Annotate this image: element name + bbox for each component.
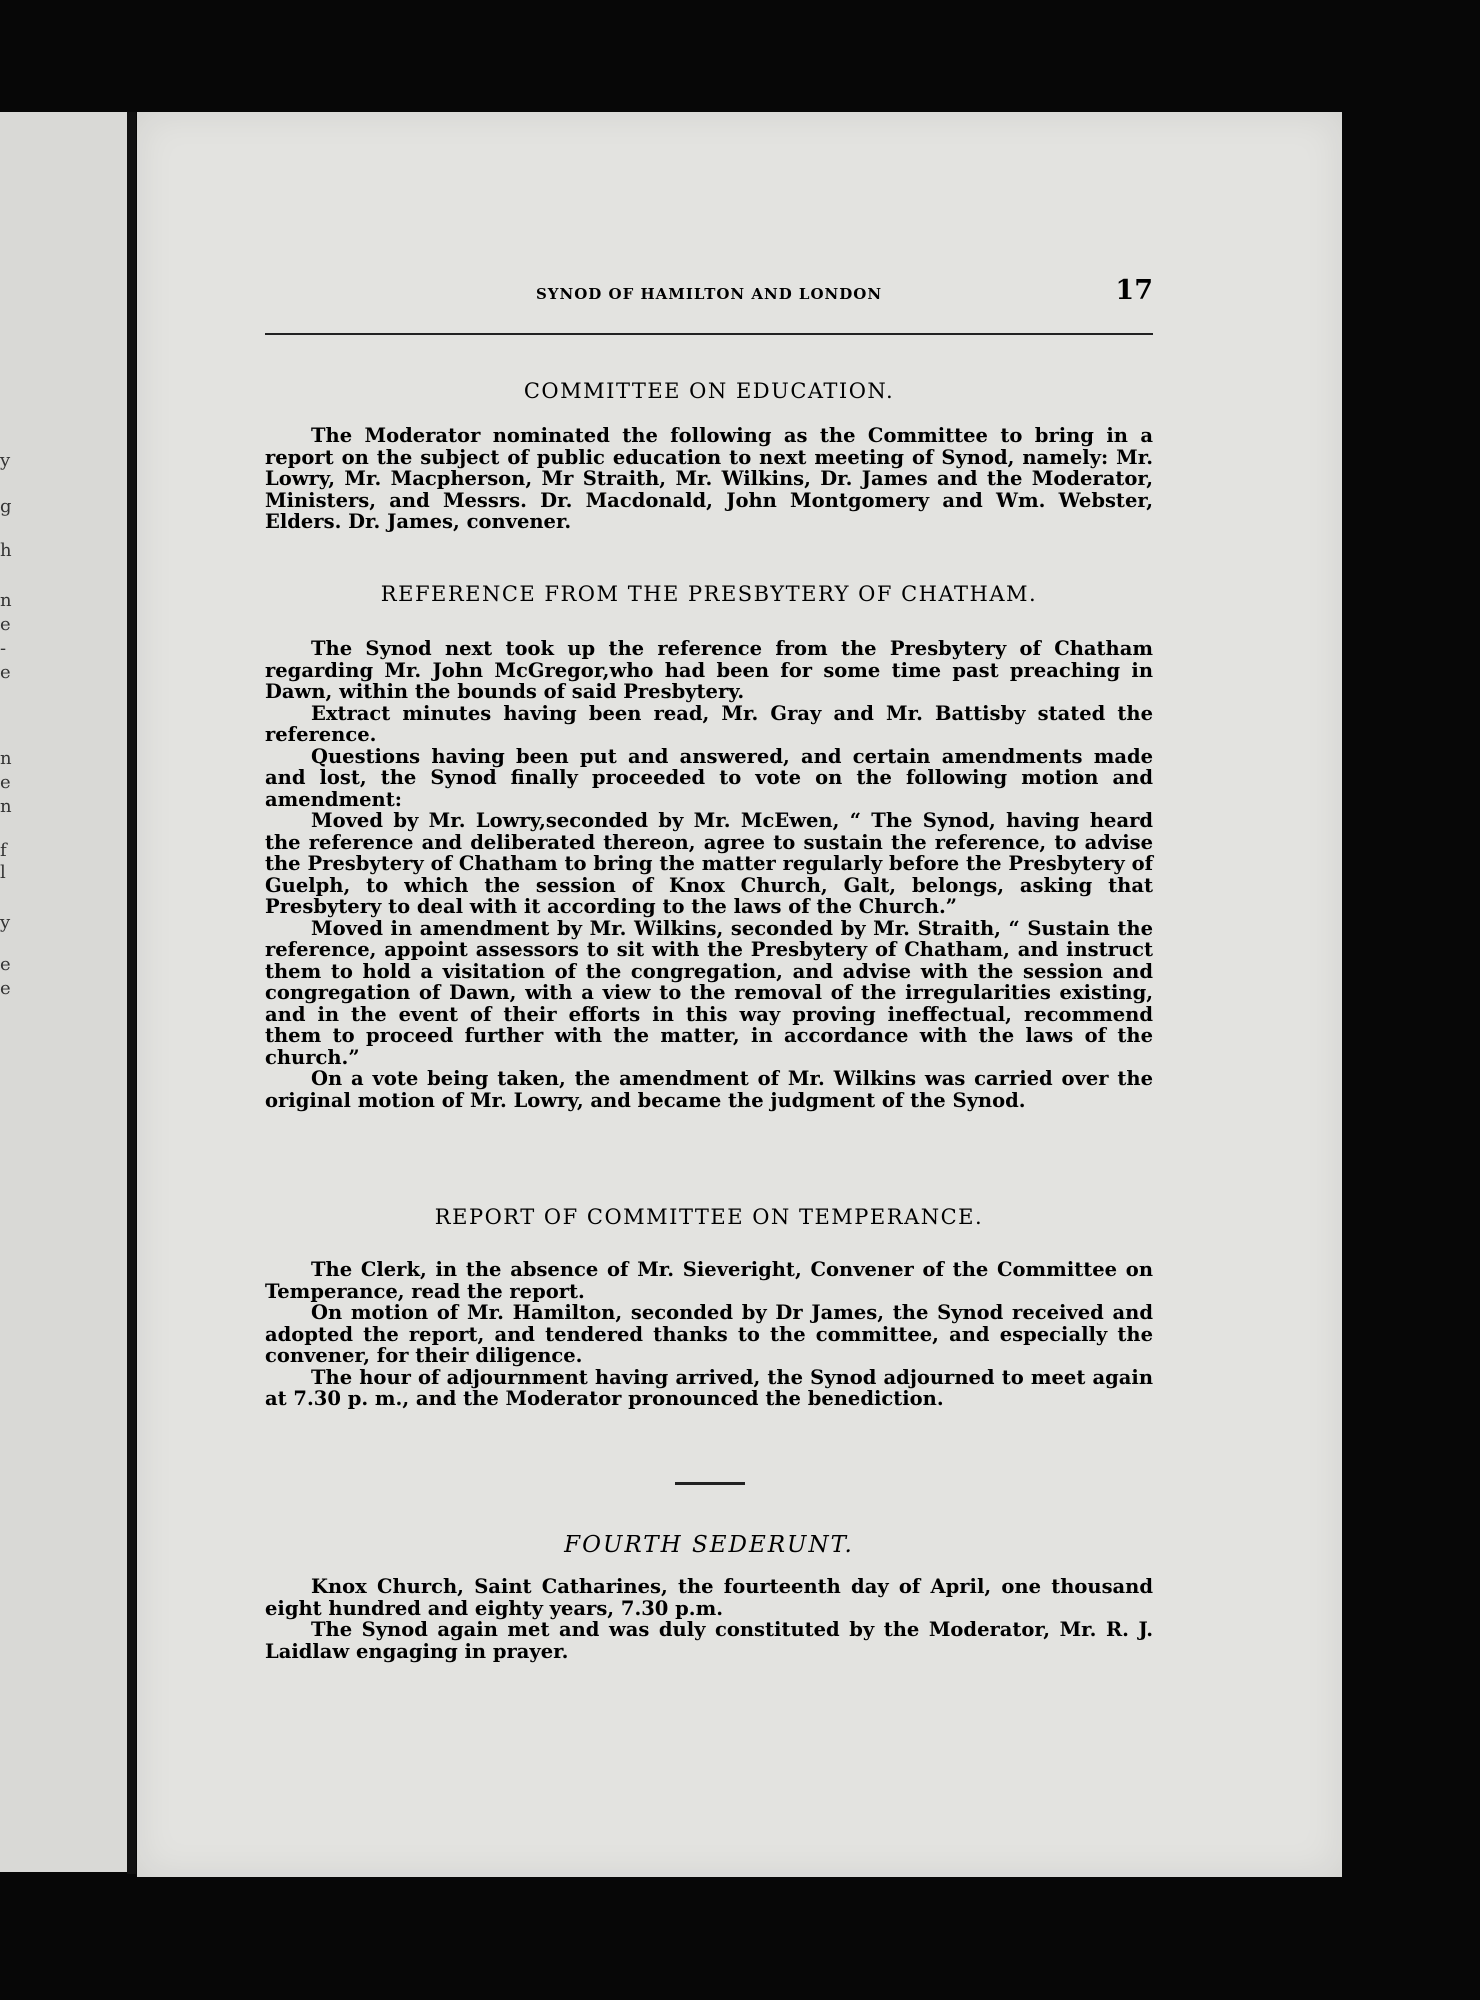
- page-number: 17: [1115, 275, 1153, 306]
- book-binding-gutter: [127, 112, 136, 1874]
- section-committee-on-education: [265, 379, 1153, 533]
- paragraph: Questions having been put and answered, and certain amendments made and lost, the Synod finally proceeded to vote on the following motion and amendment:: [265, 744, 1153, 811]
- section-heading: FOURTH SEDERUNT.: [564, 1532, 854, 1558]
- left-page-fragment: n: [0, 590, 12, 611]
- paragraph: The Synod again met and was duly constituted by the Moderator, Mr. R. J. Laidlaw engaging in prayer.: [265, 1618, 1153, 1663]
- section-temperance-report: [265, 1205, 1153, 1410]
- section-heading: COMMITTEE ON EDUCATION.: [523, 379, 895, 403]
- running-title: SYNOD OF HAMILTON AND LONDON: [535, 285, 883, 303]
- paragraph: The Synod next took up the reference from the Presbytery of Chatham regarding Mr. John McGregor,who had been for some time past preaching in Dawn, within the bounds of said Presbytery.: [265, 637, 1153, 703]
- left-page-fragment: y: [0, 450, 11, 471]
- paragraph: On a vote being taken, the amendment of Mr. Wilkins was carried over the original motion of Mr. Lowry, and became the judgment of the Synod.: [265, 1067, 1153, 1112]
- left-page-fragment: e: [0, 614, 11, 635]
- left-page-fragment: f: [0, 840, 7, 861]
- section-divider: [675, 1482, 745, 1485]
- left-page-fragment: l: [0, 862, 6, 883]
- left-page-fragment: -: [0, 638, 7, 659]
- left-page-fragment: e: [0, 954, 11, 975]
- paragraph: The Clerk, in the absence of Mr. Sieveright, Convener of the Committee on Temperance, read the report.: [265, 1258, 1153, 1303]
- left-page-fragment: e: [0, 978, 11, 999]
- paragraph: Moved in amendment by Mr. Wilkins, seconded by Mr. Straith, “ Sustain the reference, appoint assessors to sit with the Presbytery of Chatham, and instruct them to hold a visitation of the congregation, and advise with the session and congregation of Dawn, with a view to the removal of the irregularities existing, and in the event of their efforts in this way proving ineffectual, recommend them to proceed further with the matter, in accordance with the laws of the church.”: [265, 916, 1153, 1069]
- left-page-fragment: y: [0, 912, 11, 933]
- left-page-fragment: h: [0, 540, 12, 561]
- section-reference-chatham: [265, 582, 1153, 1111]
- adjacent-page-edge: [0, 112, 132, 1872]
- left-page-fragment: n: [0, 748, 12, 769]
- section-fourth-sederunt: [265, 1532, 1153, 1662]
- paragraph: The Moderator nominated the following as the Committee to bring in a report on the subject of public education to next meeting of Synod, namely: Mr. Lowry, Mr. Macpherson, Mr Straith, Mr. Wilkins, Dr. James and the Moderator, Ministers, and Messrs. Dr. Macdonald, John Montgomery and Wm. Webster, Elders. Dr. James, convener.: [265, 424, 1153, 533]
- paragraph: On motion of Mr. Hamilton, seconded by Dr James, the Synod received and adopted the report, and tendered thanks to the committee, and especially the convener, for their diligence.: [265, 1301, 1153, 1367]
- left-page-fragment: g: [0, 496, 12, 517]
- section-heading: REFERENCE FROM THE PRESBYTERY OF CHATHAM.: [380, 582, 1038, 606]
- paragraph: Knox Church, Saint Catharines, the fourteenth day of April, one thousand eight hundred and eighty years, 7.30 p.m.: [265, 1575, 1153, 1620]
- document-page: [137, 112, 1342, 1877]
- left-page-fragment: n: [0, 796, 12, 817]
- section-heading: REPORT OF COMMITTEE ON TEMPERANCE.: [434, 1205, 984, 1229]
- running-header: [265, 275, 1153, 315]
- left-page-fragment: e: [0, 662, 11, 683]
- paragraph: The hour of adjournment having arrived, the Synod adjourned to meet again at 7.30 p. m., and the Moderator pronounced the benediction.: [265, 1365, 1153, 1410]
- paragraph: Extract minutes having been read, Mr. Gray and Mr. Battisby stated the reference.: [265, 701, 1153, 746]
- left-page-fragment: e: [0, 772, 11, 793]
- paragraph: Moved by Mr. Lowry,seconded by Mr. McEwen, “ The Synod, having heard the reference and deliberated thereon, agree to sustain the reference, to advise the Presbytery of Chatham to bring the matter regularly before the Presbytery of Guelph, to which the session of Knox Church, Galt, belongs, asking that Presbytery to deal with it according to the laws of the Church.”: [265, 809, 1153, 918]
- header-rule: [265, 333, 1153, 335]
